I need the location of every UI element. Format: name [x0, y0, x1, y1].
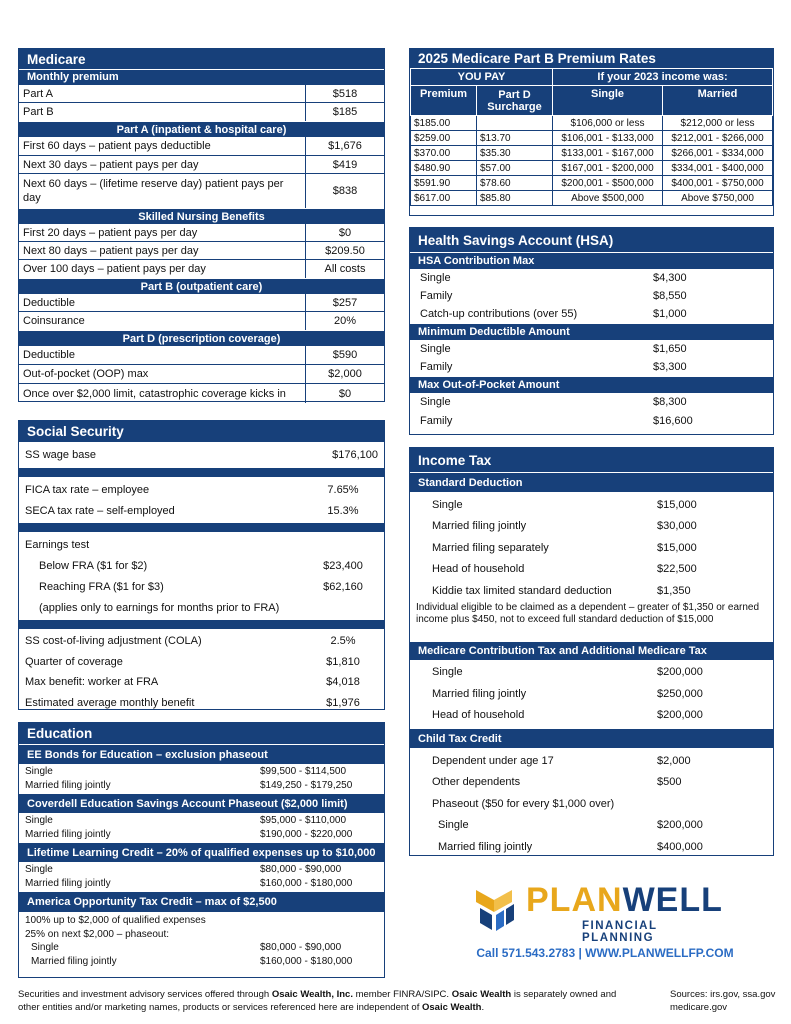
medicare-row-value: $590: [332, 349, 358, 361]
partb-rate-married: $334,001 - $400,000: [663, 161, 773, 176]
hsa-contrib-value: $8,550: [653, 290, 687, 302]
ss-divider-3: [19, 620, 384, 629]
aotc-line1: [25, 914, 378, 928]
aotc-line2: [25, 928, 378, 942]
partb-rate-surcharge: $35.30: [477, 146, 553, 161]
llc-label: Single: [25, 864, 53, 876]
firm-short-1: Osaic Wealth: [451, 989, 512, 1000]
hsa-contrib-row: [420, 287, 763, 305]
medicare-row: [19, 384, 384, 403]
hsa-deductible-value: $3,300: [653, 361, 687, 373]
col-premium: Premium: [411, 86, 477, 116]
partb-rate-premium: $259.00: [411, 131, 477, 146]
hsa-deductible-value: $1,650: [653, 343, 687, 355]
avg-benefit-value: $1,976: [326, 696, 360, 709]
part-d-header: Part D (prescription coverage): [19, 330, 384, 346]
monthly-premium-header: [19, 69, 384, 85]
partb-rate-married: $400,001 - $750,000: [663, 176, 773, 191]
partb-rate-married: $266,001 - $334,000: [663, 146, 773, 161]
medicare-tax-value: $200,000: [657, 666, 703, 679]
reaching-fra-row: [25, 576, 378, 597]
sources-line2: medicare.gov: [670, 1002, 728, 1013]
hsa-title: Health Savings Account (HSA): [410, 228, 773, 252]
fica-value: 7.65%: [327, 483, 359, 496]
hsa-contrib-header: HSA Contribution Max: [410, 252, 773, 269]
medicare-row: [19, 103, 384, 121]
ss-wage-base-label: SS wage base: [25, 449, 96, 461]
hsa-contrib-row: [420, 269, 763, 287]
medicare-row: [19, 85, 384, 103]
partb-rate-married: $212,000 or less: [663, 116, 773, 131]
aotc-value: $160,000 - $180,000: [260, 955, 353, 967]
part-b-header: Part B (outpatient care): [19, 278, 384, 294]
ee-bonds-row: [25, 779, 378, 793]
ctc-value: $2,000: [657, 754, 691, 767]
hsa-oop-label: Family: [420, 414, 453, 427]
medicare-tax-row: [432, 683, 767, 705]
medicare-row: [19, 156, 384, 174]
medicare-row-label: Deductible: [19, 346, 306, 364]
ctc-label: Other dependents: [432, 776, 521, 789]
partb-rate-single: $200,001 - $500,000: [553, 176, 663, 191]
medicare-row: [19, 174, 384, 208]
medicare-row-value: $257: [332, 296, 358, 309]
max-benefit-label: Max benefit: worker at FRA: [25, 676, 159, 689]
hsa-contrib-row: [420, 305, 763, 323]
income-tax-title: Income Tax: [410, 448, 773, 472]
partb-rate-single: Above $500,000: [553, 191, 663, 206]
partb-rate-premium: $480.90: [411, 161, 477, 176]
medicare-row-label: Coinsurance: [19, 312, 306, 330]
hsa-oop-value: $16,600: [653, 414, 693, 427]
medicare-row-value: 20%: [333, 315, 357, 327]
std-deduction-label: Head of household: [432, 563, 525, 576]
medicare-section: [18, 48, 385, 402]
hsa-deductible-label: Single: [420, 343, 451, 355]
fica-label: FICA tax rate – employee: [25, 483, 150, 496]
medicare-row-label: Out-of-pocket (OOP) max: [19, 365, 306, 383]
aotc-label: Single: [31, 942, 59, 954]
medicare-tax-label: Single: [432, 666, 463, 679]
below-fra-label: Below FRA ($1 for $2): [39, 559, 148, 572]
std-deduction-header: Standard Deduction: [410, 472, 773, 492]
seca-label: SECA tax rate – self-employed: [25, 504, 175, 517]
std-deduction-label: Kiddie tax limited standard deduction: [432, 584, 612, 597]
medicare-tax-label: Head of household: [432, 709, 525, 722]
partb-rate-row: [411, 146, 773, 161]
hsa-contrib-value: $1,000: [653, 308, 687, 320]
aotc-line2-text: 25% on next $2,000 – phaseout:: [25, 928, 170, 940]
std-deduction-label: Married filing separately: [432, 541, 549, 554]
llc-row: [25, 863, 378, 877]
medicare-row-label: Once over $2,000 limit, catastrophic coverage kicks in: [19, 384, 306, 403]
medicare-tax-label: Married filing jointly: [432, 687, 527, 700]
ee-bonds-header: EE Bonds for Education – exclusion phaseout: [19, 744, 384, 764]
llc-value: $80,000 - $90,000: [260, 864, 342, 876]
ctc-row: [432, 750, 767, 772]
medicare-title: Medicare: [19, 49, 384, 69]
medicare-row-label: First 60 days – patient pays deductible: [19, 137, 306, 155]
hsa-section: [409, 227, 774, 435]
ctc-value: $500: [657, 776, 682, 789]
medicare-row-value: $1,676: [328, 140, 362, 152]
partb-rate-single: $106,001 - $133,000: [553, 131, 663, 146]
medicare-row-label: Part B: [19, 103, 306, 121]
llc-row: [25, 877, 378, 891]
ee-bonds-value: $99,500 - $114,500: [260, 766, 347, 778]
ctc-header: Child Tax Credit: [410, 728, 773, 748]
std-deduction-value: $30,000: [657, 520, 697, 533]
partb-rate-surcharge: $13.70: [477, 131, 553, 146]
earnings-test-label: Earnings test: [25, 538, 90, 551]
partb-rate-married: $212,001 - $266,000: [663, 131, 773, 146]
partb-rates-table: [410, 68, 773, 206]
phaseout-value: $200,000: [657, 819, 703, 832]
planwell-logo-icon: [472, 882, 520, 934]
llc-label: Married filing jointly: [25, 877, 111, 889]
medicare-row: [19, 312, 384, 330]
phaseout-label: Phaseout ($50 for every $1,000 over): [432, 797, 615, 810]
aotc-label: Married filing jointly: [31, 955, 117, 967]
medicare-row: [19, 365, 384, 384]
seca-row: [25, 500, 378, 521]
medicare-row: [19, 224, 384, 242]
coverdell-value: $95,000 - $110,000: [260, 815, 347, 827]
coverdell-header: Coverdell Education Savings Account Phaseout ($2,000 limit): [19, 793, 384, 813]
ee-bonds-label: Single: [25, 766, 53, 778]
fica-row: [25, 479, 378, 500]
medicare-row-value: $518: [332, 87, 358, 100]
coverdell-value: $190,000 - $220,000: [260, 828, 353, 840]
hsa-oop-label: Single: [420, 396, 451, 409]
hsa-oop-row: [420, 393, 763, 412]
medicare-tax-value: $200,000: [657, 709, 703, 722]
avg-benefit-label: Estimated average monthly benefit: [25, 696, 195, 709]
partb-rate-single: $106,000 or less: [553, 116, 663, 131]
earnings-test-row: [25, 534, 378, 555]
phaseout-value: $400,000: [657, 840, 703, 853]
quarter-row: [25, 652, 378, 673]
partb-rate-premium: $617.00: [411, 191, 477, 206]
medicare-row-value: $419: [332, 158, 358, 171]
medicare-row: [19, 260, 384, 278]
you-pay-header: YOU PAY: [411, 69, 553, 86]
sources-line1: Sources: irs.gov, ssa.gov: [670, 989, 776, 1000]
coverdell-row: [25, 814, 378, 828]
medicare-tax-header: Medicare Contribution Tax and Additional Medicare Tax: [410, 641, 773, 660]
if-income-header: If your 2023 income was:: [553, 69, 773, 86]
partb-rate-row: [411, 161, 773, 176]
partb-rate-surcharge: $78.60: [477, 176, 553, 191]
aotc-row: [31, 941, 378, 955]
firm-short-2: Osaic Wealth: [421, 1002, 482, 1013]
partb-rate-single: $167,001 - $200,000: [553, 161, 663, 176]
quarter-value: $1,810: [326, 655, 360, 668]
hsa-contrib-label: Single: [420, 272, 451, 284]
ctc-label: Dependent under age 17: [432, 754, 554, 767]
phaseout-label: Single: [438, 819, 469, 832]
llc-value: $160,000 - $180,000: [260, 877, 353, 889]
llc-header: Lifetime Learning Credit – 20% of qualified expenses up to $10,000: [19, 842, 384, 862]
std-deduction-row: [432, 559, 767, 581]
medicare-row-label: Next 60 days – (lifetime reserve day) patient pays per day: [19, 174, 306, 208]
medicare-row-value: $0: [338, 387, 352, 400]
medicare-row-value: $185: [332, 106, 358, 118]
cola-label: SS cost-of-living adjustment (COLA): [25, 635, 202, 648]
medicare-row-value: $2,000: [328, 368, 362, 380]
seca-value: 15.3%: [327, 504, 359, 517]
std-deduction-row: [432, 537, 767, 559]
phaseout-row: [438, 836, 767, 858]
max-benefit-row: [25, 672, 378, 693]
firm-name: Osaic Wealth, Inc.: [271, 989, 353, 1000]
below-fra-value: $23,400: [323, 559, 363, 572]
medicare-row-value: $0: [338, 226, 352, 239]
income-tax-section: [409, 447, 774, 856]
below-fra-row: [25, 555, 378, 576]
std-deduction-label: Single: [432, 498, 463, 511]
medicare-row-label: Deductible: [19, 294, 306, 311]
max-benefit-value: $4,018: [326, 676, 360, 689]
partb-rate-premium: $370.00: [411, 146, 477, 161]
medicare-row-label: Over 100 days – patient pays per day: [19, 260, 306, 278]
education-title: Education: [19, 723, 384, 744]
avg-benefit-row: [25, 693, 378, 714]
applies-note: (applies only to earnings for months prior to FRA): [39, 601, 280, 614]
col-married: Married: [663, 86, 773, 116]
medicare-row: [19, 346, 384, 365]
aotc-header: America Opportunity Tax Credit – max of $2,500: [19, 891, 384, 912]
std-deduction-value: $15,000: [657, 498, 697, 511]
partb-rate-surcharge: [477, 116, 553, 131]
brand-contact[interactable]: Call 571.543.2783 | WWW.PLANWELLFP.COM: [476, 946, 734, 960]
medicare-row-label: Next 80 days – patient pays per day: [19, 242, 306, 259]
coverdell-row: [25, 828, 378, 842]
brand-block: [470, 878, 730, 948]
hsa-contrib-value: $4,300: [653, 272, 687, 284]
ss-wage-base-value: $176,100: [332, 449, 378, 461]
std-deduction-value: $22,500: [657, 563, 697, 576]
medicare-tax-value: $250,000: [657, 687, 703, 700]
monthly-premium-label: Monthly premium: [27, 71, 119, 83]
brand-name-well: WELL: [622, 881, 723, 919]
col-surcharge: Part D Surcharge: [477, 86, 553, 116]
ss-divider-2: [19, 523, 384, 532]
brand-tagline: FINANCIAL PLANNING: [582, 920, 658, 944]
aotc-line1-text: 100% up to $2,000 of qualified expenses: [25, 915, 206, 927]
partb-rate-surcharge: $85.80: [477, 191, 553, 206]
hsa-deductible-row: [420, 340, 763, 358]
medicare-row-value: $209.50: [325, 244, 365, 257]
ss-divider-1: [19, 468, 384, 477]
medicare-tax-row: [432, 705, 767, 727]
quarter-label: Quarter of coverage: [25, 655, 123, 668]
std-deduction-row: [432, 494, 767, 516]
std-deduction-row: [432, 516, 767, 538]
brand-name: [526, 882, 723, 918]
medicare-row: [19, 242, 384, 260]
cola-value: 2.5%: [330, 635, 356, 648]
hsa-deductible-header: Minimum Deductible Amount: [410, 323, 773, 340]
part-a-header: Part A (inpatient & hospital care): [19, 121, 384, 137]
hsa-deductible-label: Family: [420, 361, 453, 373]
hsa-oop-value: $8,300: [653, 396, 687, 409]
applies-note-row: [25, 597, 378, 618]
reaching-fra-label: Reaching FRA ($1 for $3): [39, 580, 164, 593]
std-deduction-value: $1,350: [657, 584, 691, 597]
partb-rate-surcharge: $57.00: [477, 161, 553, 176]
partb-rates-section: [409, 48, 774, 216]
social-security-section: [18, 420, 385, 710]
hsa-oop-header: Max Out-of-Pocket Amount: [410, 376, 773, 393]
partb-rate-row: [411, 131, 773, 146]
hsa-oop-row: [420, 412, 763, 431]
dependent-note: Individual eligible to be claimed as a dependent – greater of $1,350 or earned income plus $450, not to exceed full standard deduction of $15,000: [416, 601, 760, 625]
cola-row: [25, 631, 378, 652]
medicare-row-value: All costs: [324, 263, 366, 275]
partb-rate-premium: $185.00: [411, 116, 477, 131]
medicare-row: [19, 294, 384, 312]
coverdell-label: Married filing jointly: [25, 828, 111, 840]
medicare-row-label: Part A: [19, 85, 306, 102]
aotc-value: $80,000 - $90,000: [260, 942, 342, 954]
medicare-row-value: $838: [332, 185, 358, 197]
partb-rate-single: $133,001 - $167,000: [553, 146, 663, 161]
phaseout-label: Married filing jointly: [438, 840, 533, 853]
medicare-row-label: First 20 days – patient pays per day: [19, 224, 306, 241]
partb-rate-married: Above $750,000: [663, 191, 773, 206]
brand-name-plan: PLAN: [526, 881, 623, 919]
ctc-row: [432, 772, 767, 794]
sources: [670, 988, 785, 1014]
hsa-contrib-label: Catch-up contributions (over 55): [420, 308, 578, 320]
hsa-contrib-label: Family: [420, 290, 453, 302]
disclaimer-part-c: is separately owned and other entities and/or marketing names, products or services referenced here are independent of: [18, 989, 617, 1013]
phaseout-row: [432, 793, 767, 815]
ss-title: Social Security: [19, 421, 384, 442]
std-deduction-label: Married filing jointly: [432, 520, 527, 533]
ss-wage-base-row: [25, 442, 378, 468]
hsa-deductible-row: [420, 358, 763, 376]
partb-rate-row: [411, 176, 773, 191]
ee-bonds-label: Married filing jointly: [25, 779, 111, 791]
disclaimer: [18, 988, 638, 1014]
ee-bonds-value: $149,250 - $179,250: [260, 779, 353, 791]
disclaimer-part-a: Securities and investment advisory services offered through: [18, 989, 272, 1000]
disclaimer-part-b: member FINRA/SIPC.: [352, 989, 452, 1000]
col-single: Single: [553, 86, 663, 116]
medicare-tax-row: [432, 662, 767, 684]
reaching-fra-value: $62,160: [323, 580, 363, 593]
partb-rate-row: [411, 191, 773, 206]
disclaimer-part-d: .: [481, 1002, 485, 1013]
ee-bonds-row: [25, 765, 378, 779]
education-section: [18, 722, 385, 978]
partb-rate-row: [411, 116, 773, 131]
skilled-nursing-header: Skilled Nursing Benefits: [19, 208, 384, 224]
partb-rate-premium: $591.90: [411, 176, 477, 191]
aotc-row: [31, 955, 378, 969]
phaseout-row: [438, 815, 767, 837]
std-deduction-row: [432, 580, 767, 602]
std-deduction-value: $15,000: [657, 541, 697, 554]
medicare-row: [19, 137, 384, 156]
medicare-row-label: Next 30 days – patient pays per day: [19, 156, 306, 173]
partb-rates-title: 2025 Medicare Part B Premium Rates: [410, 49, 773, 68]
coverdell-label: Single: [25, 815, 53, 827]
